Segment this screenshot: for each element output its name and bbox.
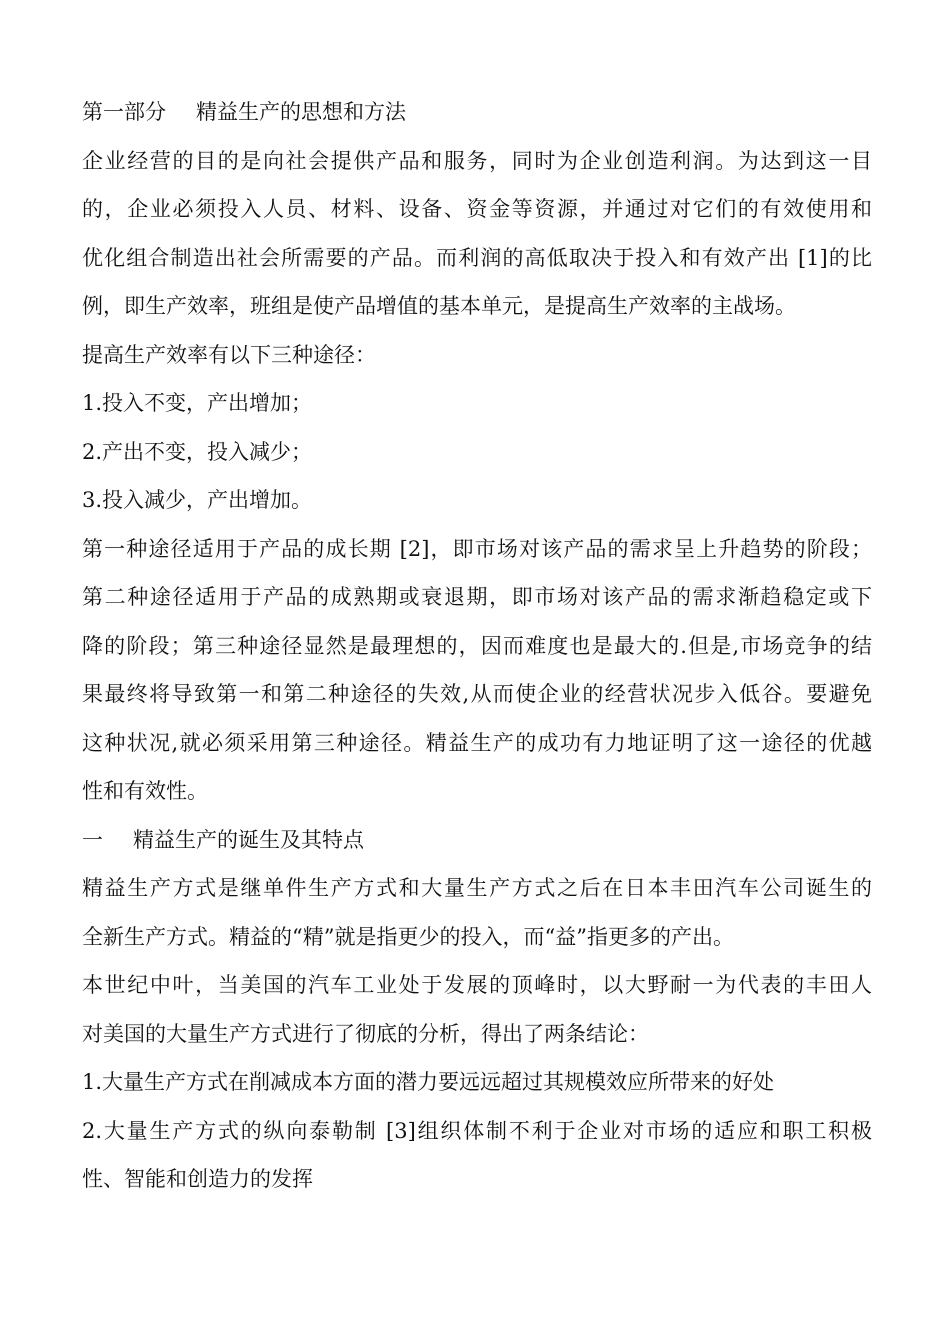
paragraph-line: 的，企业必须投入人员、材料、设备、资金等资源，并通过对它们的有效使用和 <box>82 197 872 221</box>
conclusion-item: 1.大量生产方式在削减成本方面的潜力要远远超过其规模效应所带来的好处 <box>82 1070 775 1094</box>
list-item: 2.产出不变，投入减少； <box>82 439 313 464</box>
birth-paragraph <box>82 869 872 966</box>
paragraph-line: 这种状况,就必须采用第三种途径。精益生产的成功有力地证明了这一途径的优越 <box>82 730 872 755</box>
paragraph-line: 例，即生产效率，班组是使产品增值的基本单元，是提高生产效率的主战场。 <box>82 294 796 318</box>
part-heading <box>82 93 872 142</box>
paragraph-line: 对美国的大量生产方式进行了彻底的分析，得出了两条结论： <box>82 1021 649 1046</box>
paragraph-line: 果最终将导致第一和第二种途径的失效,从而使企业的经营状况步入低谷。要避免 <box>82 682 872 706</box>
paragraph-line: 2.大量生产方式的纵向泰勒制 [3]组织体制不利于企业对市场的适应和职工积极 <box>82 1118 872 1143</box>
paths-paragraph <box>82 530 872 821</box>
list-item: 1.投入不变，产出增加； <box>82 391 313 415</box>
analysis-paragraph <box>82 966 872 1063</box>
paragraph-line: 性、智能和创造力的发挥 <box>82 1167 313 1191</box>
paragraph-line: 全新生产方式。精益的“精”就是指更少的投入，而“益”指更多的产出。 <box>82 924 734 949</box>
section-heading <box>82 821 872 870</box>
paragraph-line: 第二种途径适用于产品的成熟期或衰退期，即市场对该产品的需求渐趋稳定或下 <box>82 585 872 609</box>
part-heading-title: 精益生产的思想和方法 <box>196 100 406 124</box>
paragraph-line: 企业经营的目的是向社会提供产品和服务，同时为企业创造利润。为达到这一目 <box>82 148 872 173</box>
part-heading-prefix: 第一部分 <box>82 100 166 124</box>
paragraph-line: 第一种途径适用于产品的成长期 [2]，即市场对该产品的需求呈上升趋势的阶段； <box>82 536 872 561</box>
paths-list <box>82 384 872 530</box>
section-heading-prefix: 一 <box>82 827 103 852</box>
paragraph-line: 优化组合制造出社会所需要的产品。而利润的高低取决于投入和有效产出 [1]的比 <box>82 245 872 270</box>
paragraph-line: 本世纪中叶，当美国的汽车工业处于发展的顶峰时，以大野耐一为代表的丰田人 <box>82 973 872 997</box>
paragraph-line: 性和有效性。 <box>82 779 208 803</box>
paragraph-line: 精益生产方式是继单件生产方式和大量生产方式之后在日本丰田汽车公司诞生的 <box>82 876 872 900</box>
intro-paragraph <box>82 142 872 336</box>
list-item: 3.投入减少，产出增加。 <box>82 488 313 512</box>
paragraph-line: 降的阶段；第三种途径显然是最理想的，因而难度也是最大的.但是,市场竞争的结 <box>82 633 872 658</box>
section-heading-title: 精益生产的诞生及其特点 <box>133 827 364 852</box>
document-page <box>82 93 872 1209</box>
paths-intro: 提高生产效率有以下三种途径： <box>82 342 376 367</box>
conclusion-item <box>82 1112 872 1209</box>
